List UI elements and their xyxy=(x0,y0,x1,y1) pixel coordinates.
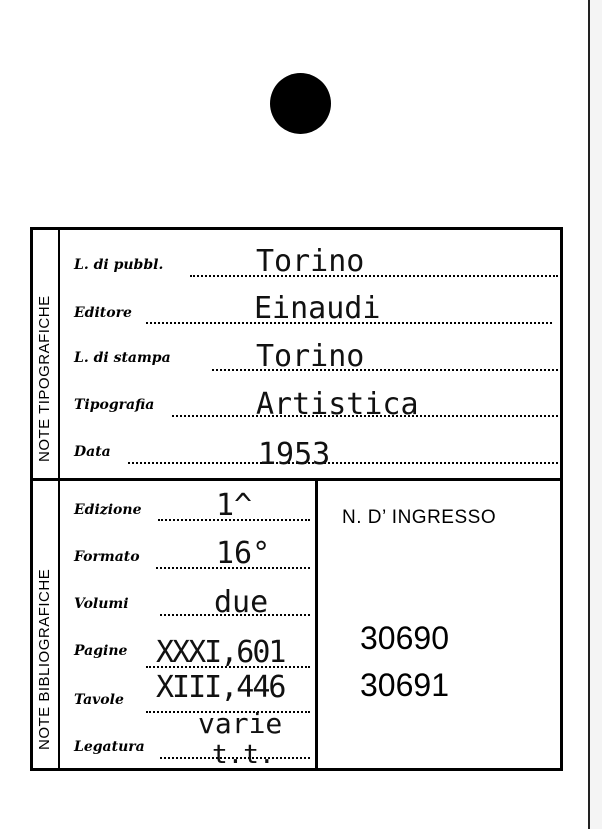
section-label-typographic: NOTE TIPOGRAFICHE xyxy=(36,295,53,462)
value-formato: 16° xyxy=(216,536,271,571)
value-tipografia: Artistica xyxy=(256,387,419,422)
label-edizione: Edizione xyxy=(74,502,142,518)
value-luogo-stampa: Torino xyxy=(256,339,365,374)
value-legatura-detail: t.t. xyxy=(212,740,275,770)
label-luogo-pubblicazione: L. di pubbl. xyxy=(74,257,164,273)
value-pagine: XXXI,601 xyxy=(156,635,285,670)
label-data: Data xyxy=(74,444,111,460)
value-editore: Einaudi xyxy=(254,291,381,326)
label-formato: Formato xyxy=(74,549,140,565)
ingresso-number: 30690 xyxy=(360,620,449,656)
value-data: 1953 xyxy=(258,437,331,472)
label-column-divider xyxy=(58,481,60,768)
label-column-divider xyxy=(58,230,60,478)
card-edge xyxy=(588,0,602,829)
value-luogo-pubblicazione: Torino xyxy=(256,244,365,279)
label-legatura: Legatura xyxy=(74,739,145,755)
section-divider xyxy=(30,478,563,481)
value-legatura: varie xyxy=(198,707,283,740)
dotted-line xyxy=(128,462,558,464)
ingresso-divider xyxy=(315,481,318,768)
label-luogo-stampa: L. di stampa xyxy=(74,350,171,366)
ingresso-number: 30691 xyxy=(360,667,449,703)
value-edizione: 1^ xyxy=(216,488,253,523)
label-tipografia: Tipografia xyxy=(74,397,155,413)
ingresso-title: N. D’ INGRESSO xyxy=(342,507,497,528)
dotted-line xyxy=(190,275,558,277)
section-label-bibliographic: NOTE BIBLIOGRAFICHE xyxy=(36,568,53,750)
label-volumi: Volumi xyxy=(74,596,129,612)
label-pagine: Pagine xyxy=(74,643,128,659)
value-tavole: XIII,446 xyxy=(156,670,285,705)
punch-hole xyxy=(270,73,331,134)
label-editore: Editore xyxy=(74,305,132,321)
label-tavole: Tavole xyxy=(74,692,124,708)
value-volumi: due xyxy=(214,585,269,620)
